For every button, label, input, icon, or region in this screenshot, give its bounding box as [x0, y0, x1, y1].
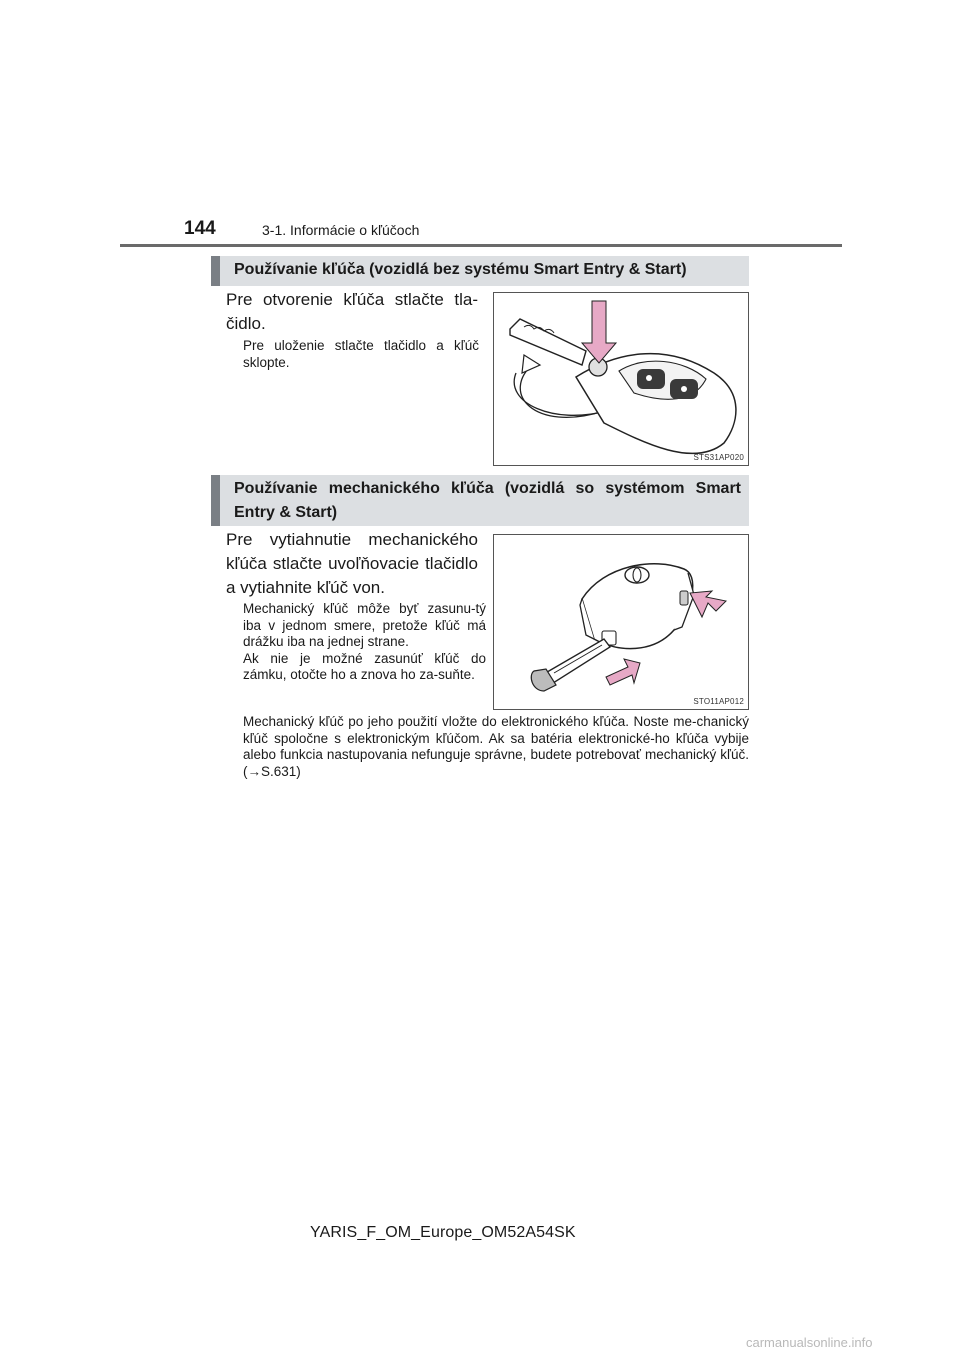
smart-key-fob — [582, 564, 693, 649]
release-button — [680, 591, 688, 605]
figure-smart-key — [493, 534, 749, 710]
lead-text-open-key: Pre otvorenie kľúča stlačte tla-čidlo. — [226, 290, 478, 333]
note-carry-key — [243, 714, 749, 780]
figure-code: STS31AP020 — [693, 453, 744, 462]
section-heading-mechanical-key: Používanie mechanického kľúča (vozidlá so systémom Smart Entry & Start) — [211, 475, 749, 526]
smart-key-illustration — [494, 535, 747, 708]
note-insert-direction — [243, 601, 486, 684]
watermark: carmanualsonline.info — [746, 1335, 873, 1350]
flip-key-illustration — [494, 293, 747, 464]
note-fold-key — [243, 338, 479, 371]
note-text: Mechanický kľúč po jeho použití vložte do elektronického kľúča. Noste me-chanický kľúč spoločne s elektronickým kľúčom. Ak sa batéria elektronické-ho kľúča vybije alebo funkcia nastupovania nefunguje správne, budete potrebovať mechanický kľúč. (→S.631) — [243, 714, 749, 779]
note-text: Mechanický kľúč môže byť zasunu-tý iba v jednom smere, pretože kľúč má drážku iba na jednej strane. — [243, 601, 486, 649]
note-text: Ak nie je možné zasunúť kľúč do zámku, otočte ho a znova ho za-suňte. — [243, 650, 486, 682]
press-arrow — [690, 591, 726, 617]
page-number: 144 — [184, 218, 216, 239]
figure-flip-key — [493, 292, 749, 466]
footer-document-id: YARIS_F_OM_Europe_OM52A54SK — [310, 1224, 576, 1241]
key-blade — [510, 319, 586, 365]
note-text: Pre uloženie stlačte tlačidlo a kľúč sklopte. — [243, 338, 479, 370]
lead-text-pull-key: Pre vytiahnutie mechanického kľúča stlačte uvoľňovacie tlačidlo a vytiahnite kľúč von. — [226, 530, 478, 597]
header-rule — [120, 244, 842, 247]
pull-arrow — [606, 659, 640, 685]
section-heading-key-usage: Používanie kľúča (vozidlá bez systému Smart Entry & Start) — [211, 256, 749, 286]
figure-code: STO11AP012 — [693, 697, 744, 706]
press-arrow — [582, 301, 616, 363]
section-title: 3-1. Informácie o kľúčoch — [262, 222, 420, 238]
